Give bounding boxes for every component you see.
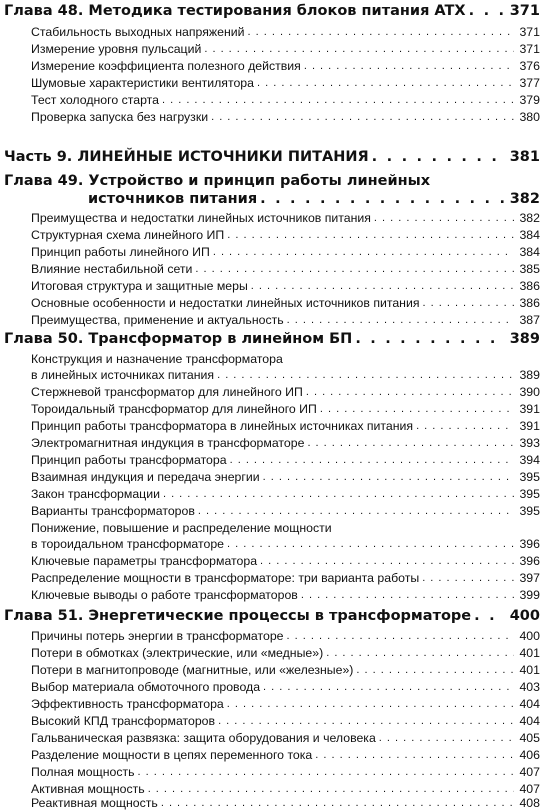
toc-entry xyxy=(31,229,540,241)
dot-leader xyxy=(355,332,504,347)
dot-leader xyxy=(374,213,514,224)
entry-title: Стержневой трансформатор для линейного ИП xyxy=(31,385,303,399)
toc-entry xyxy=(31,94,540,106)
page-number: 397 xyxy=(519,571,540,585)
page-number: 382 xyxy=(509,191,540,207)
page-number: 389 xyxy=(509,331,540,347)
dot-leader xyxy=(306,387,514,398)
page-number: 391 xyxy=(519,402,540,416)
dot-leader xyxy=(263,682,514,693)
dot-leader xyxy=(218,716,514,727)
page-number: 406 xyxy=(519,748,540,762)
toc-entry xyxy=(31,77,540,89)
dot-leader xyxy=(307,438,514,449)
dot-leader xyxy=(148,784,514,795)
toc-entry xyxy=(31,60,540,72)
toc-entry xyxy=(31,664,540,676)
toc-entry xyxy=(31,26,540,38)
chapter-50-heading xyxy=(4,332,540,347)
toc-entry xyxy=(31,681,540,693)
entry-title: Влияние нестабильной сети xyxy=(31,262,193,276)
toc-entry xyxy=(31,111,540,123)
page-number: 396 xyxy=(519,537,540,551)
dot-leader xyxy=(260,192,504,207)
page-number: 386 xyxy=(519,279,540,293)
entry-title: Итоговая структура и защитные меры xyxy=(31,279,248,293)
page-number: 382 xyxy=(519,211,540,225)
dot-leader xyxy=(356,665,514,676)
page-number: 371 xyxy=(509,3,540,19)
dot-leader xyxy=(287,315,514,326)
chapter-title: Глава 51. Энергетические процессы в трансформаторе xyxy=(4,608,472,624)
page-number: 389 xyxy=(519,368,540,382)
entry-title: Потери в обмотках (электрические, или «медные») xyxy=(31,646,324,660)
page-number: 379 xyxy=(519,93,540,107)
dot-leader xyxy=(230,455,514,466)
toc-entry xyxy=(31,749,540,761)
page-number: 400 xyxy=(509,608,540,624)
entry-title: Принцип работы трансформатора в линейных источниках питания xyxy=(31,419,414,433)
entry-title: Проверка запуска без нагрузки xyxy=(31,110,209,124)
toc-entry xyxy=(31,297,540,309)
dot-leader xyxy=(217,370,514,381)
page-number: 384 xyxy=(519,228,540,242)
entry-title: Тест холодного старта xyxy=(31,93,159,107)
chapter-title: Глава 50. Трансформатор в линейном БП xyxy=(4,331,353,347)
dot-leader xyxy=(326,648,514,659)
entry-title: Реактивная мощность xyxy=(31,796,158,810)
toc-entry xyxy=(31,488,540,500)
dot-leader xyxy=(195,264,514,275)
dot-leader xyxy=(372,150,504,165)
toc-entry xyxy=(31,437,540,449)
dot-leader xyxy=(198,506,514,517)
dot-leader xyxy=(301,590,514,601)
page-number: 403 xyxy=(519,680,540,694)
page-number: 380 xyxy=(519,110,540,124)
entry-title: Распределение мощности в трансформаторе: три варианта работы xyxy=(31,571,420,585)
entry-title: в тороидальном трансформаторе xyxy=(31,537,225,551)
page-number: 404 xyxy=(519,714,540,728)
entry-title: Высокий КПД трансформаторов xyxy=(31,714,216,728)
page-number: 405 xyxy=(519,731,540,745)
page-number: 401 xyxy=(519,646,540,660)
page-number: 371 xyxy=(519,42,540,56)
entry-title: Стабильность выходных напряжений xyxy=(31,25,245,39)
page-number: 371 xyxy=(519,25,540,39)
toc-entry xyxy=(31,783,540,795)
dot-leader xyxy=(320,404,514,415)
dot-leader xyxy=(474,609,504,624)
dot-leader xyxy=(248,27,514,38)
entry-title: Ключевые параметры трансформатора xyxy=(31,554,258,568)
part-title: Часть 9. ЛИНЕЙНЫЕ ИСТОЧНИКИ ПИТАНИЯ xyxy=(4,149,369,165)
toc-entry xyxy=(31,420,540,432)
toc-entry xyxy=(31,403,540,415)
toc-entry xyxy=(31,369,540,381)
dot-leader xyxy=(287,631,514,642)
chapter-49-heading xyxy=(88,192,540,207)
dot-leader xyxy=(416,421,514,432)
entry-title: Принцип работы линейного ИП xyxy=(31,245,210,259)
toc-entry xyxy=(31,647,540,659)
page-number: 395 xyxy=(519,487,540,501)
entry-title: Ключевые выводы о работе трансформаторов xyxy=(31,588,298,602)
entry-title: Потери в магнитопроводе (магнитные, или «железные») xyxy=(31,663,354,677)
toc-entry xyxy=(31,471,540,483)
entry-title: Электромагнитная индукция в трансформаторе xyxy=(31,436,305,450)
chapter-title-line-2: источников питания xyxy=(88,191,258,207)
toc-entry xyxy=(31,280,540,292)
dot-leader xyxy=(227,539,514,550)
dot-leader xyxy=(227,699,514,710)
page-number: 376 xyxy=(519,59,540,73)
dot-leader xyxy=(260,556,514,567)
page-number: 396 xyxy=(519,554,540,568)
entry-title: Преимущества, применение и актуальность xyxy=(31,313,284,327)
chapter-48-heading xyxy=(4,4,540,19)
chapter-49-title-line-1: Глава 49. Устройство и принцип работы линейных xyxy=(4,173,431,189)
page-number: 395 xyxy=(519,504,540,518)
entry-title: Взаимная индукция и передача энергии xyxy=(31,470,260,484)
entry-title: Разделение мощности в цепях переменного тока xyxy=(31,748,313,762)
page-number: 395 xyxy=(519,470,540,484)
entry-title: Гальваническая развязка: защита оборудования и человека xyxy=(31,731,376,745)
toc-entry xyxy=(31,246,540,258)
toc-entry xyxy=(31,732,540,744)
toc-entry xyxy=(31,555,540,567)
toc-entry xyxy=(31,538,540,550)
page-number: 400 xyxy=(519,629,540,643)
toc-entry-line-1: Конструкция и назначение трансформатора xyxy=(31,352,283,366)
page-number: 408 xyxy=(519,796,540,810)
entry-title: Преимущества и недостатки линейных источников питания xyxy=(31,211,371,225)
entry-title: Варианты трансформаторов xyxy=(31,504,195,518)
toc-entry xyxy=(31,505,540,517)
dot-leader xyxy=(469,4,504,19)
dot-leader xyxy=(315,750,514,761)
dot-leader xyxy=(162,95,514,106)
entry-title: Тороидальный трансформатор для линейного ИП xyxy=(31,402,317,416)
page-number: 401 xyxy=(519,663,540,677)
dot-leader xyxy=(161,798,514,809)
entry-title: Активная мощность xyxy=(31,782,145,796)
entry-title: Основные особенности и недостатки линейных источников питания xyxy=(31,296,420,310)
part-9-heading xyxy=(4,150,540,165)
entry-title: Полная мощность xyxy=(31,765,135,779)
page-number: 407 xyxy=(519,765,540,779)
page-number: 399 xyxy=(519,588,540,602)
entry-title: Структурная схема линейного ИП xyxy=(31,228,225,242)
page-number: 384 xyxy=(519,245,540,259)
entry-title: Выбор материала обмоточного провода xyxy=(31,680,261,694)
toc-entry xyxy=(31,715,540,727)
dot-leader xyxy=(163,489,514,500)
page-number: 386 xyxy=(519,296,540,310)
toc-entry xyxy=(31,797,540,809)
entry-title: Закон трансформации xyxy=(31,487,160,501)
dot-leader xyxy=(227,230,514,241)
toc-entry xyxy=(31,43,540,55)
dot-leader xyxy=(211,112,514,123)
dot-leader xyxy=(422,573,514,584)
toc-entry xyxy=(31,263,540,275)
chapter-51-heading xyxy=(4,609,540,624)
entry-title: Принцип работы трансформатора xyxy=(31,453,227,467)
toc-entry xyxy=(31,766,540,778)
page-number: 393 xyxy=(519,436,540,450)
entry-title: Измерение коэффициента полезного действия xyxy=(31,59,301,73)
dot-leader xyxy=(257,78,514,89)
page-number: 387 xyxy=(519,313,540,327)
page-number: 394 xyxy=(519,453,540,467)
toc-entry xyxy=(31,212,540,224)
toc-entry xyxy=(31,589,540,601)
toc-entry-line-1: Понижение, повышение и распределение мощности xyxy=(31,521,332,535)
dot-leader xyxy=(251,281,514,292)
entry-title: Причины потерь энергии в трансформаторе xyxy=(31,629,284,643)
toc-entry xyxy=(31,314,540,326)
entry-title: Измерение уровня пульсаций xyxy=(31,42,202,56)
dot-leader xyxy=(204,44,514,55)
dot-leader xyxy=(304,61,514,72)
entry-title: в линейных источниках питания xyxy=(31,368,215,382)
page-number: 390 xyxy=(519,385,540,399)
toc-entry xyxy=(31,630,540,642)
entry-title: Эффективность трансформатора xyxy=(31,697,224,711)
toc-entry xyxy=(31,386,540,398)
chapter-title: Глава 48. Методика тестирования блоков питания ATX xyxy=(4,3,466,19)
dot-leader xyxy=(379,733,514,744)
page-number: 404 xyxy=(519,697,540,711)
page-number: 377 xyxy=(519,76,540,90)
dot-leader xyxy=(213,247,514,258)
page-number: 385 xyxy=(519,262,540,276)
page-number: 391 xyxy=(519,419,540,433)
dot-leader xyxy=(138,767,514,778)
page-number: 381 xyxy=(509,149,540,165)
page-number: 407 xyxy=(519,782,540,796)
toc-entry xyxy=(31,698,540,710)
toc-entry xyxy=(31,572,540,584)
dot-leader xyxy=(263,472,514,483)
toc-entry xyxy=(31,454,540,466)
entry-title: Шумовые характеристики вентилятора xyxy=(31,76,254,90)
dot-leader xyxy=(423,298,515,309)
